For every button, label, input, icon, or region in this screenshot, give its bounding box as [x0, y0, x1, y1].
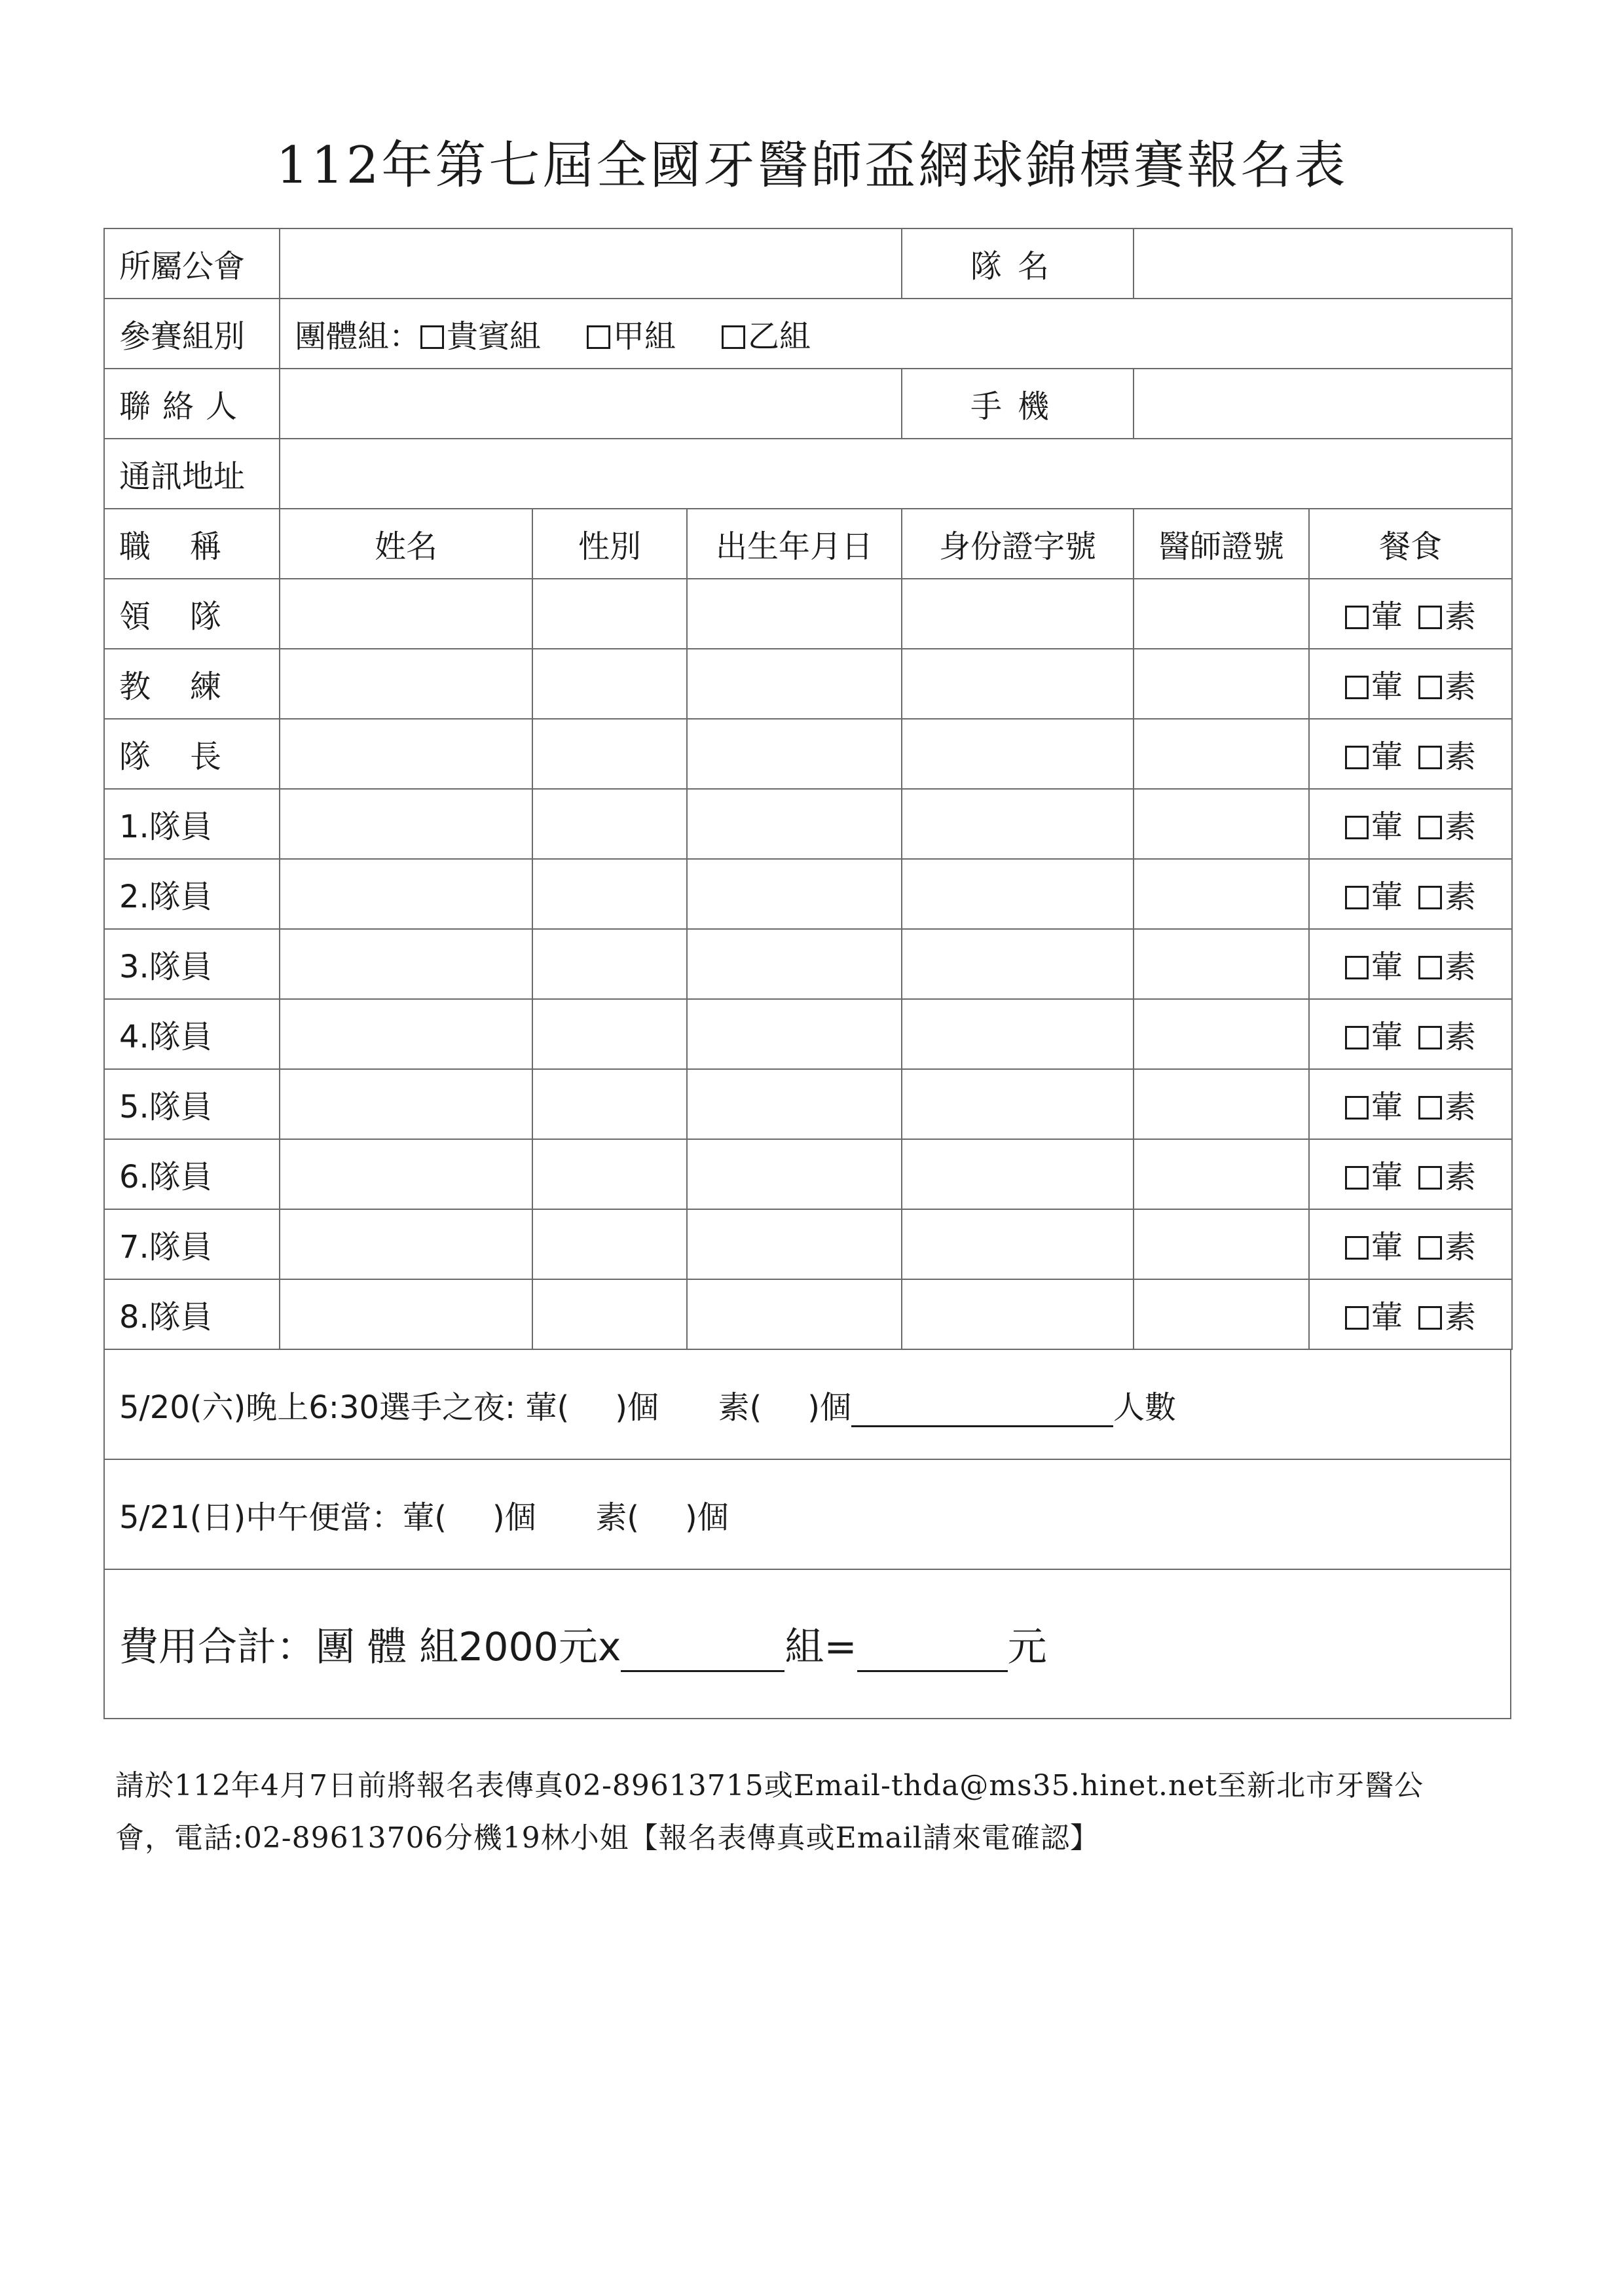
address-field[interactable]: [280, 439, 1512, 509]
division-prefix: 團體組：: [295, 318, 421, 355]
meal-option-veg[interactable]: [1418, 738, 1476, 775]
column-header-row: [104, 509, 1512, 579]
license-number-cell[interactable]: [1134, 1069, 1309, 1139]
col-title: 職稱: [104, 509, 280, 579]
member-role: 7.隊員: [104, 1209, 280, 1279]
total-fee-input[interactable]: [857, 1631, 1008, 1672]
meal-option-veg[interactable]: [1418, 1229, 1476, 1266]
member-role: 領隊: [104, 579, 280, 649]
veg-count-label: 素(: [718, 1389, 762, 1426]
meal-option-veg[interactable]: [1418, 1089, 1476, 1125]
form-title: 112年第七屆全國牙醫師盃網球錦標賽報名表: [276, 136, 1348, 195]
name-cell[interactable]: [280, 719, 532, 789]
checkbox-icon: [1418, 816, 1442, 839]
license-number-cell[interactable]: [1134, 1139, 1309, 1209]
division-option-a[interactable]: [587, 318, 676, 355]
meal-cell: [1309, 859, 1512, 929]
name-cell[interactable]: [280, 789, 532, 859]
meal-option-label: 素: [1445, 1089, 1477, 1125]
meal-option-label: 素: [1445, 738, 1477, 775]
checkbox-icon: [1418, 956, 1442, 979]
id-number-cell[interactable]: [902, 719, 1134, 789]
id-number-cell[interactable]: [902, 1209, 1134, 1279]
id-number-cell[interactable]: [902, 789, 1134, 859]
checkbox-icon: [1418, 1306, 1442, 1330]
note-line-2: 會，電話:02-89613706分機19林小姐【報名表傳真或Email請來電確認】: [115, 1821, 1099, 1855]
checkbox-icon: [1418, 886, 1442, 909]
name-cell[interactable]: [280, 1069, 532, 1139]
checkbox-icon: [587, 325, 610, 349]
checkbox-icon: [1345, 956, 1369, 979]
checkbox-icon: [1418, 606, 1442, 629]
meal-option-label: 葷: [1371, 598, 1403, 635]
license-number-cell[interactable]: [1134, 859, 1309, 929]
col-name: 姓名: [280, 509, 532, 579]
id-number-cell[interactable]: [902, 579, 1134, 649]
gender-cell[interactable]: [532, 579, 687, 649]
name-cell[interactable]: [280, 929, 532, 999]
unit-label: )個: [684, 1499, 729, 1536]
meal-cell: [1309, 999, 1512, 1069]
division-field: [280, 299, 1512, 369]
birthdate-cell[interactable]: [687, 999, 902, 1069]
license-number-cell[interactable]: [1134, 1279, 1309, 1349]
meal-option-veg[interactable]: [1418, 598, 1476, 635]
license-number-cell[interactable]: [1134, 1209, 1309, 1279]
member-row: [104, 929, 1512, 999]
id-number-cell[interactable]: [902, 859, 1134, 929]
division-option-b[interactable]: [722, 318, 811, 355]
checkbox-icon: [1418, 1096, 1442, 1120]
member-role: 教練: [104, 649, 280, 719]
meal-cell: [1309, 789, 1512, 859]
gender-cell[interactable]: [532, 1139, 687, 1209]
license-number-cell[interactable]: [1134, 579, 1309, 649]
checkbox-icon: [1345, 1096, 1369, 1120]
meal-cell: [1309, 1279, 1512, 1349]
meal-option-veg[interactable]: [1418, 1159, 1476, 1195]
checkbox-icon: [1345, 606, 1369, 629]
meal-option-meat[interactable]: [1345, 1159, 1403, 1195]
meal-cell: [1309, 649, 1512, 719]
gender-cell[interactable]: [532, 1069, 687, 1139]
meal-option-veg[interactable]: [1418, 1019, 1476, 1055]
meal-option-veg[interactable]: [1418, 949, 1476, 985]
people-count-label: 人數: [1113, 1389, 1176, 1426]
lunch-text: 5/21(日)中午便當：: [119, 1499, 403, 1536]
birthdate-cell[interactable]: [687, 789, 902, 859]
players-night-field: [104, 1349, 1511, 1459]
member-row: [104, 999, 1512, 1069]
meal-option-label: 葷: [1371, 1229, 1403, 1266]
member-role: 2.隊員: [104, 859, 280, 929]
meal-cell: [1309, 1139, 1512, 1209]
col-birthdate: 出生年月日: [687, 509, 902, 579]
member-row: [104, 1209, 1512, 1279]
meal-option-label: 葷: [1371, 809, 1403, 845]
division-option-label: 貴賓組: [447, 318, 542, 355]
meal-option-label: 葷: [1371, 879, 1403, 915]
fee-yuan-label: 元: [1007, 1624, 1047, 1670]
people-count-input[interactable]: [851, 1394, 1113, 1427]
association-row: [104, 228, 1512, 299]
meat-count-label: 葷(: [525, 1389, 570, 1426]
meal-option-label: 素: [1445, 1019, 1477, 1055]
contact-row: [104, 369, 1512, 439]
meal-option-label: 素: [1445, 668, 1477, 705]
meal-option-label: 素: [1445, 949, 1477, 985]
id-number-cell[interactable]: [902, 1139, 1134, 1209]
checkbox-icon: [1345, 816, 1369, 839]
checkbox-icon: [1345, 1026, 1369, 1049]
events-table: [103, 1349, 1511, 1719]
member-role: 8.隊員: [104, 1279, 280, 1349]
col-meal: 餐食: [1309, 509, 1512, 579]
gender-cell[interactable]: [532, 1279, 687, 1349]
id-number-cell[interactable]: [902, 999, 1134, 1069]
meal-option-meat[interactable]: [1345, 809, 1403, 845]
association-field[interactable]: [280, 228, 902, 299]
member-row: [104, 789, 1512, 859]
registration-table: [103, 228, 1513, 1350]
member-role: 3.隊員: [104, 929, 280, 999]
id-number-cell[interactable]: [902, 1279, 1134, 1349]
meal-option-meat[interactable]: [1345, 1019, 1403, 1055]
meal-cell: [1309, 929, 1512, 999]
division-label: 參賽組別: [104, 299, 280, 369]
contact-field[interactable]: [280, 369, 902, 439]
division-option-vip[interactable]: [420, 318, 541, 355]
license-number-cell[interactable]: [1134, 929, 1309, 999]
license-number-cell[interactable]: [1134, 649, 1309, 719]
meal-option-meat[interactable]: [1345, 1299, 1403, 1336]
meal-option-veg[interactable]: [1418, 1299, 1476, 1336]
birthdate-cell[interactable]: [687, 1279, 902, 1349]
lunch-field: [104, 1459, 1511, 1569]
checkbox-icon: [1418, 676, 1442, 699]
checkbox-icon: [1418, 1236, 1442, 1260]
meal-option-label: 素: [1445, 1299, 1477, 1336]
gender-cell[interactable]: [532, 649, 687, 719]
meal-option-veg[interactable]: [1418, 809, 1476, 845]
lunch-meat-label: 葷(: [403, 1499, 447, 1536]
col-id-number: 身份證字號: [902, 509, 1134, 579]
contact-label: 聯絡人: [104, 369, 280, 439]
checkbox-icon: [420, 325, 444, 349]
team-name-field[interactable]: [1134, 228, 1512, 299]
name-cell[interactable]: [280, 1139, 532, 1209]
checkbox-icon: [1345, 746, 1369, 769]
id-number-cell[interactable]: [902, 929, 1134, 999]
meal-option-label: 素: [1445, 809, 1477, 845]
note-line-1: 請於112年4月7日前將報名表傳真02-89613715或Email-thda@ms35.hinet.net至新北市牙醫公: [115, 1769, 1424, 1802]
fee-row: [104, 1569, 1511, 1719]
name-cell[interactable]: [280, 999, 532, 1069]
division-option-label: 甲組: [613, 318, 676, 355]
players-night-row: [104, 1349, 1511, 1459]
gender-cell[interactable]: [532, 719, 687, 789]
gender-cell[interactable]: [532, 929, 687, 999]
team-name-label: 隊名: [902, 228, 1134, 299]
meal-option-label: 葷: [1371, 1299, 1403, 1336]
meal-option-meat[interactable]: [1345, 598, 1403, 635]
name-cell[interactable]: [280, 649, 532, 719]
name-cell[interactable]: [280, 1279, 532, 1349]
meal-option-label: 葷: [1371, 949, 1403, 985]
division-option-label: 乙組: [748, 318, 811, 355]
license-number-cell[interactable]: [1134, 789, 1309, 859]
meal-option-label: 葷: [1371, 668, 1403, 705]
meal-option-meat[interactable]: [1345, 949, 1403, 985]
name-cell[interactable]: [280, 579, 532, 649]
checkbox-icon: [1418, 1026, 1442, 1049]
col-license-number: 醫師證號: [1134, 509, 1309, 579]
meal-option-meat[interactable]: [1345, 1089, 1403, 1125]
checkbox-icon: [722, 325, 745, 349]
member-role: 4.隊員: [104, 999, 280, 1069]
fee-group-label: 組=: [784, 1624, 857, 1670]
birthdate-cell[interactable]: [687, 1139, 902, 1209]
checkbox-icon: [1418, 746, 1442, 769]
col-gender: 性別: [532, 509, 687, 579]
lunch-row: [104, 1459, 1511, 1569]
players-night-text: 5/20(六)晚上6:30選手之夜:: [119, 1389, 516, 1426]
meal-cell: [1309, 719, 1512, 789]
meal-option-label: 葷: [1371, 1019, 1403, 1055]
member-row: [104, 719, 1512, 789]
address-label: 通訊地址: [104, 439, 280, 509]
address-row: [104, 439, 1512, 509]
gender-cell[interactable]: [532, 859, 687, 929]
member-role: 6.隊員: [104, 1139, 280, 1209]
gender-cell[interactable]: [532, 999, 687, 1069]
checkbox-icon: [1345, 676, 1369, 699]
unit-label: )個: [615, 1389, 659, 1426]
meal-option-label: 葷: [1371, 1159, 1403, 1195]
member-row: [104, 1069, 1512, 1139]
meal-option-label: 素: [1445, 1159, 1477, 1195]
checkbox-icon: [1345, 1236, 1369, 1260]
member-row: [104, 859, 1512, 929]
id-number-cell[interactable]: [902, 649, 1134, 719]
meal-option-label: 素: [1445, 1229, 1477, 1266]
gender-cell[interactable]: [532, 1209, 687, 1279]
license-number-cell[interactable]: [1134, 719, 1309, 789]
license-number-cell[interactable]: [1134, 999, 1309, 1069]
id-number-cell[interactable]: [902, 1069, 1134, 1139]
meal-option-meat[interactable]: [1345, 879, 1403, 915]
lunch-veg-label: 素(: [595, 1499, 639, 1536]
birthdate-cell[interactable]: [687, 719, 902, 789]
fee-text: 費用合計：團 體 組2000元x: [119, 1624, 621, 1670]
meal-option-veg[interactable]: [1418, 668, 1476, 705]
meal-cell: [1309, 1209, 1512, 1279]
meal-option-meat[interactable]: [1345, 738, 1403, 775]
fee-field: [104, 1569, 1511, 1719]
group-count-input[interactable]: [621, 1631, 784, 1672]
checkbox-icon: [1345, 886, 1369, 909]
registration-form: [103, 228, 1511, 1719]
submission-note: [115, 1760, 1517, 1865]
name-cell[interactable]: [280, 859, 532, 929]
member-role: 5.隊員: [104, 1069, 280, 1139]
division-row: [104, 299, 1512, 369]
meal-option-veg[interactable]: [1418, 879, 1476, 915]
name-cell[interactable]: [280, 1209, 532, 1279]
birthdate-cell[interactable]: [687, 1209, 902, 1279]
meal-option-label: 素: [1445, 598, 1477, 635]
birthdate-cell[interactable]: [687, 1069, 902, 1139]
meal-option-label: 素: [1445, 879, 1477, 915]
member-role: 1.隊員: [104, 789, 280, 859]
birthdate-cell[interactable]: [687, 649, 902, 719]
meal-cell: [1309, 1069, 1512, 1139]
unit-label: )個: [492, 1499, 536, 1536]
checkbox-icon: [1418, 1166, 1442, 1190]
meal-option-meat[interactable]: [1345, 668, 1403, 705]
birthdate-cell[interactable]: [687, 929, 902, 999]
birthdate-cell[interactable]: [687, 859, 902, 929]
meal-option-meat[interactable]: [1345, 1229, 1403, 1266]
checkbox-icon: [1345, 1166, 1369, 1190]
checkbox-icon: [1345, 1306, 1369, 1330]
birthdate-cell[interactable]: [687, 579, 902, 649]
meal-cell: [1309, 579, 1512, 649]
member-row: [104, 579, 1512, 649]
mobile-field[interactable]: [1134, 369, 1512, 439]
member-row: [104, 1139, 1512, 1209]
member-role: 隊長: [104, 719, 280, 789]
member-row: [104, 1279, 1512, 1349]
association-label: 所屬公會: [104, 228, 280, 299]
unit-label: )個: [807, 1389, 851, 1426]
meal-option-label: 葷: [1371, 1089, 1403, 1125]
gender-cell[interactable]: [532, 789, 687, 859]
meal-option-label: 葷: [1371, 738, 1403, 775]
mobile-label: 手機: [902, 369, 1134, 439]
member-row: [104, 649, 1512, 719]
